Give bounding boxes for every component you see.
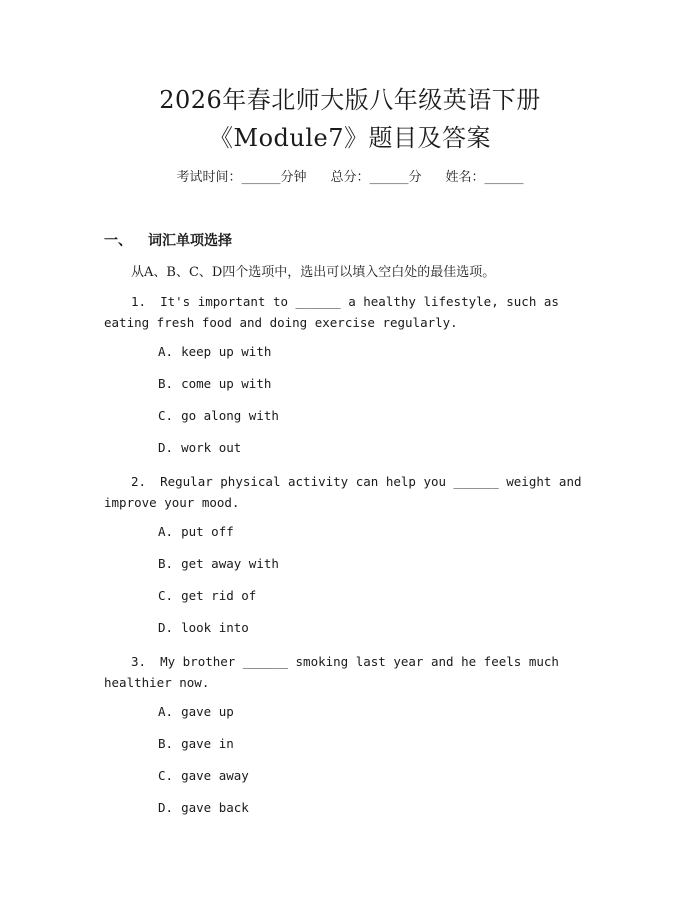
question-text: It's important to ______ a healthy lifestyle, such as eating fresh food and doing exercise regularly. xyxy=(104,294,559,330)
option-text: go along with xyxy=(181,408,279,423)
option-letter: D. xyxy=(158,440,174,455)
option-d xyxy=(158,799,599,831)
option-letter: B. xyxy=(158,376,174,391)
exam-name-field: 姓名：______ xyxy=(445,170,524,185)
option-letter: D. xyxy=(158,620,174,635)
option-text: get away with xyxy=(181,556,279,571)
option-text: gave up xyxy=(181,704,234,719)
option-letter: A. xyxy=(158,704,174,719)
option-letter: A. xyxy=(158,344,174,359)
option-c xyxy=(158,767,599,799)
option-letter: C. xyxy=(158,408,174,423)
option-text: work out xyxy=(181,440,242,455)
option-a xyxy=(158,703,599,735)
option-d xyxy=(158,439,599,471)
question-stem xyxy=(104,471,599,513)
option-text: keep up with xyxy=(181,344,272,359)
question-1 xyxy=(104,291,599,471)
option-letter: C. xyxy=(158,768,174,783)
option-b xyxy=(158,555,599,587)
question-stem xyxy=(104,651,599,693)
option-d xyxy=(158,619,599,651)
option-a xyxy=(158,523,599,555)
option-letter: C. xyxy=(158,588,174,603)
option-text: come up with xyxy=(181,376,272,391)
option-text: gave in xyxy=(181,736,234,751)
section-instruction: 从A、B、C、D四个选项中，选出可以填入空白处的最佳选项。 xyxy=(131,265,496,280)
question-text: Regular physical activity can help you ______ weight and improve your mood. xyxy=(104,474,582,510)
option-text: look into xyxy=(181,620,249,635)
question-3 xyxy=(104,651,599,831)
section-number: 一、 xyxy=(104,233,132,249)
option-b xyxy=(158,735,599,767)
exam-time-field: 考试时间：______分钟 xyxy=(176,170,307,185)
section-heading xyxy=(104,230,232,250)
page-title-line-1: 2026年春北师大版八年级英语下册 xyxy=(159,86,541,114)
option-text: put off xyxy=(181,524,234,539)
option-letter: B. xyxy=(158,556,174,571)
option-c xyxy=(158,407,599,439)
exam-score-field: 总分：______分 xyxy=(330,170,422,185)
question-text: My brother ______ smoking last year and he feels much healthier now. xyxy=(104,654,559,690)
option-text: get rid of xyxy=(181,588,257,603)
page-title-line-2: 《Module7》题目及答案 xyxy=(209,124,491,152)
question-list xyxy=(104,291,599,831)
question-stem xyxy=(104,291,599,333)
option-a xyxy=(158,343,599,375)
option-letter: A. xyxy=(158,524,174,539)
question-2 xyxy=(104,471,599,651)
option-b xyxy=(158,375,599,407)
question-number: 2. xyxy=(131,474,147,489)
exam-meta xyxy=(0,169,700,187)
option-text: gave away xyxy=(181,768,249,783)
option-letter: D. xyxy=(158,800,174,815)
option-letter: B. xyxy=(158,736,174,751)
question-number: 3. xyxy=(131,654,147,669)
option-c xyxy=(158,587,599,619)
question-number: 1. xyxy=(131,294,147,309)
option-text: gave back xyxy=(181,800,249,815)
section-title: 词汇单项选择 xyxy=(148,233,232,249)
